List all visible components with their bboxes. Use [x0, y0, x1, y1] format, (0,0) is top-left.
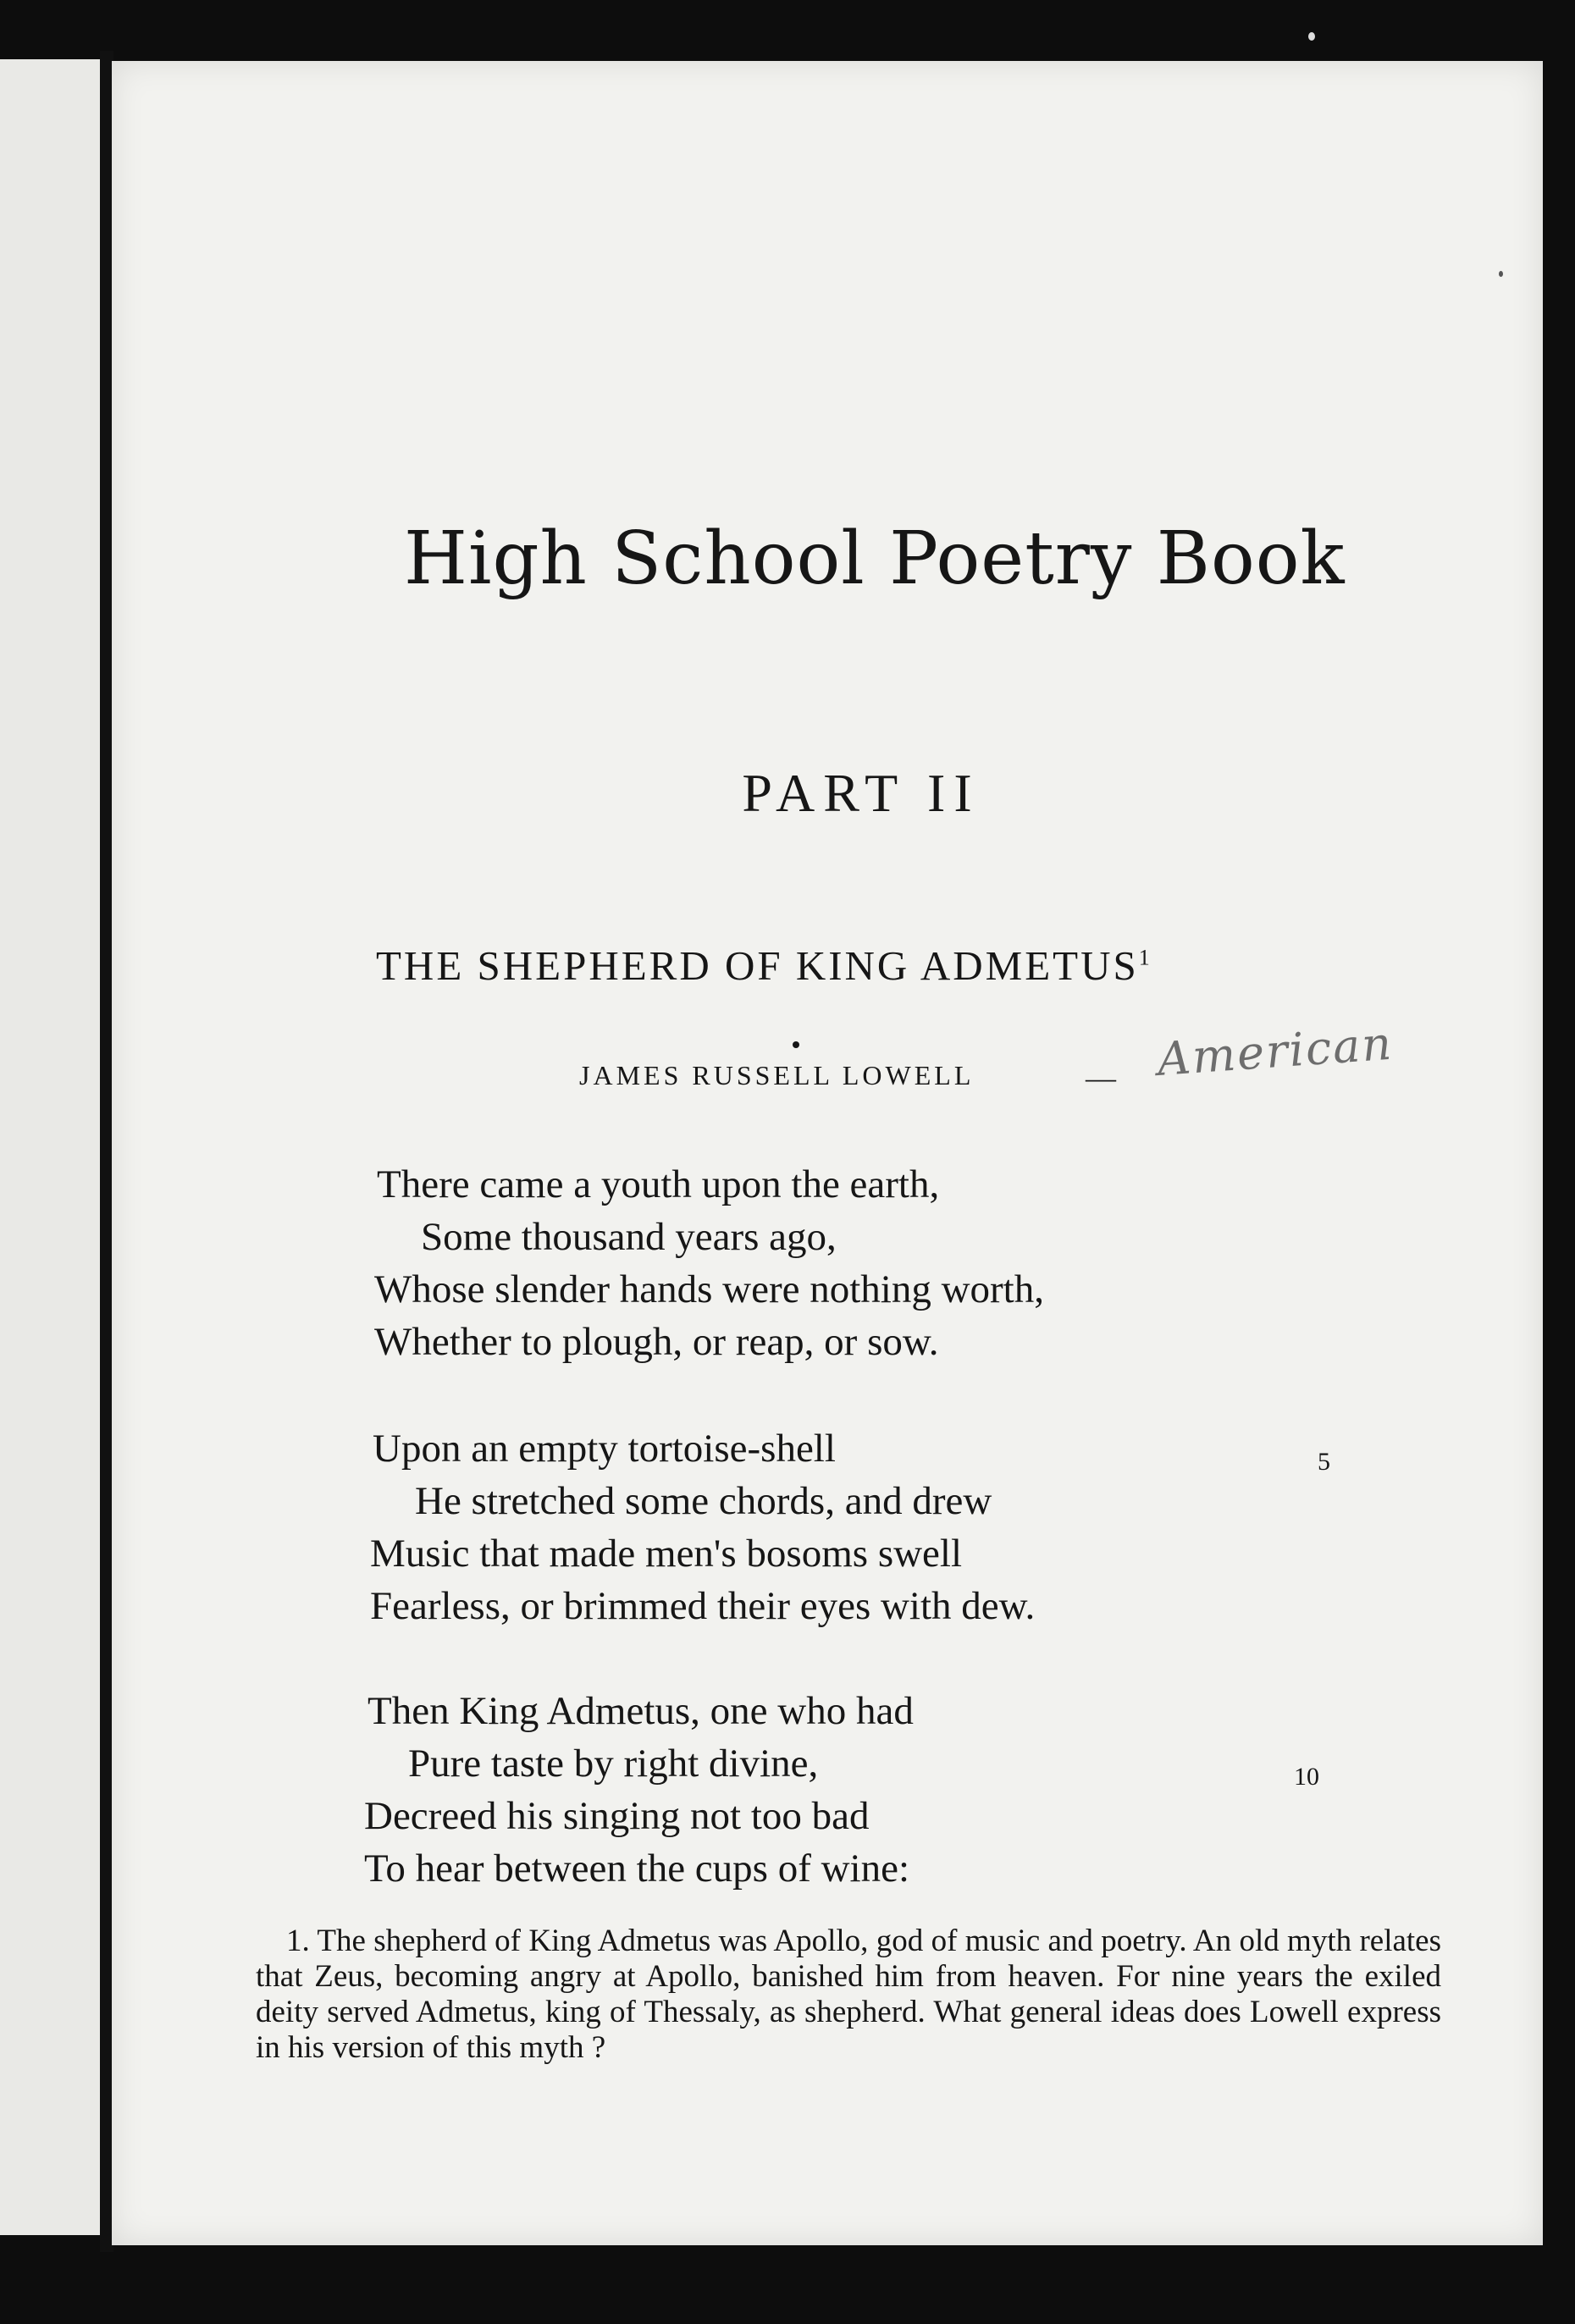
poem-line: Pure taste by right divine,	[408, 1742, 819, 1786]
poem-title	[376, 941, 1150, 990]
poem-line: Fearless, or brimmed their eyes with dew.	[370, 1584, 1036, 1628]
line-number: 10	[1294, 1763, 1319, 1791]
scan-speck	[1308, 32, 1315, 41]
author-name: JAMES RUSSELL LOWELL	[579, 1060, 975, 1090]
book-page	[112, 61, 1543, 2245]
poem-line: Then King Admetus, one who had	[368, 1689, 914, 1733]
poem-line: Whose slender hands were nothing worth,	[374, 1267, 1044, 1311]
poem-line: Music that made men's bosoms swell	[370, 1532, 963, 1576]
footnote-marker: 1	[1138, 945, 1150, 970]
part-heading: PART II	[742, 763, 981, 823]
previous-page-edge	[0, 59, 100, 2235]
poem-line: Decreed his singing not too bad	[364, 1794, 870, 1838]
line-number: 5	[1318, 1448, 1330, 1476]
poem-title-text: THE SHEPHERD OF KING ADMETUS	[376, 942, 1139, 989]
poem-line: Upon an empty tortoise-shell	[373, 1427, 836, 1471]
footnote: 1. The shepherd of King Admetus was Apollo, god of music and poetry. An old myth relates that Zeus, becoming angry at Apollo, banished him from heaven. For nine years the exiled deity served Admetus, king of Thessaly, as shepherd. What general ideas does Lowell express in his version of this myth ?	[256, 1924, 1441, 2065]
ink-dot	[793, 1041, 799, 1048]
poem-line: He stretched some chords, and drew	[415, 1479, 992, 1523]
scan-speck	[1499, 271, 1503, 277]
author-dash: —	[1086, 1061, 1116, 1095]
poem-line: Some thousand years ago,	[421, 1215, 837, 1259]
poem-line: Whether to plough, or reap, or sow.	[374, 1320, 939, 1364]
handwritten-annotation: American	[1155, 1016, 1395, 1086]
poem-line: To hear between the cups of wine:	[364, 1847, 910, 1891]
book-title: High School Poetry Book	[404, 516, 1346, 601]
poem-line: There came a youth upon the earth,	[377, 1162, 940, 1206]
